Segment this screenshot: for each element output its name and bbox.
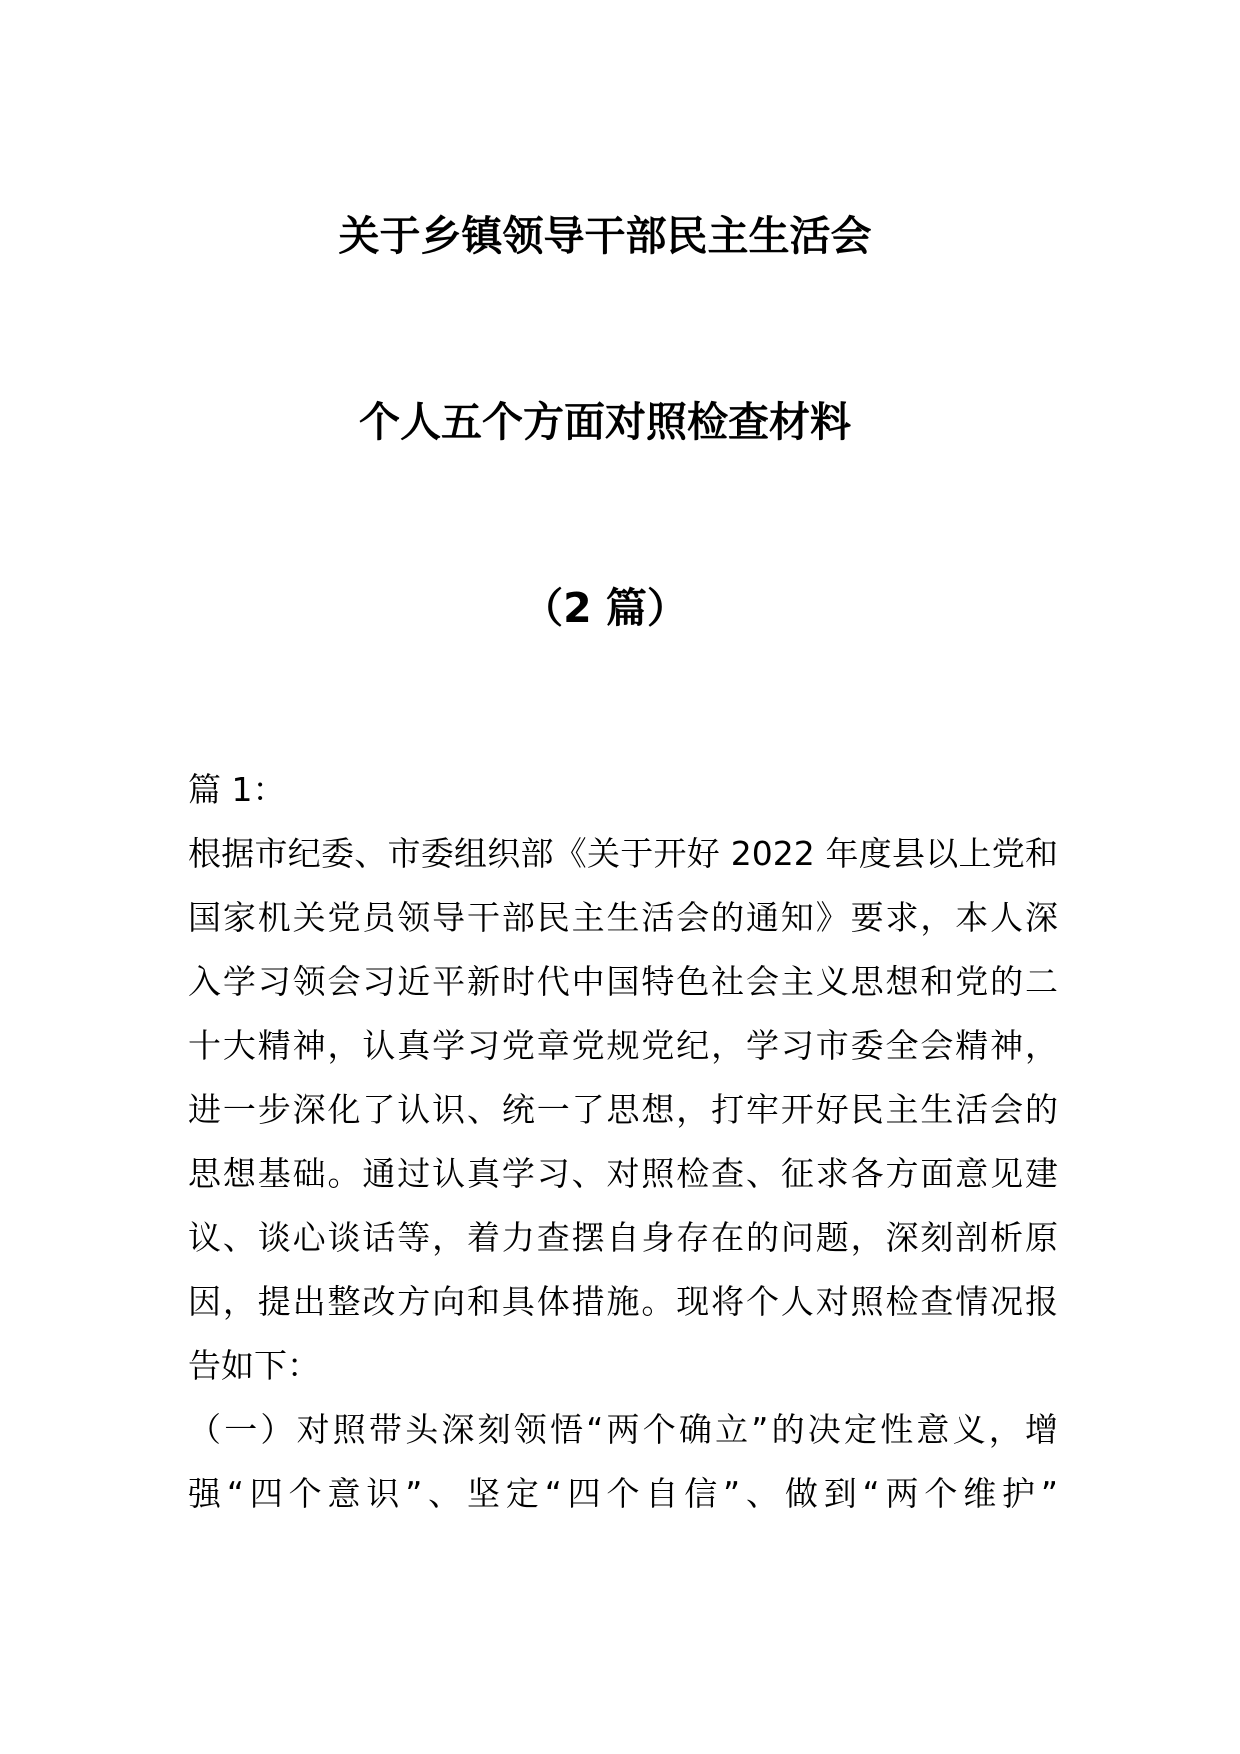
body-line: 国家机关党员领导干部民主生活会的通知》要求，本人深: [188, 898, 1058, 937]
body-line: 因，提出整改方向和具体措施。现将个人对照检查情况报: [188, 1282, 1058, 1321]
document-title-count: （2 篇）: [522, 584, 688, 632]
body-line: 强“四个意识”、坚定“四个自信”、做到“两个维护”: [188, 1474, 1058, 1513]
body-line: 议、谈心谈话等，着力查摆自身存在的问题，深刻剖析原: [188, 1218, 1058, 1257]
body-line: 入学习领会习近平新时代中国特色社会主义思想和党的二: [188, 962, 1058, 1001]
document-title-line-2: 个人五个方面对照检查材料: [359, 398, 851, 446]
document-body: [188, 758, 1058, 1526]
section-heading: 篇 1：: [188, 770, 286, 809]
body-line: 进一步深化了认识、统一了思想，打牢开好民主生活会的: [188, 1090, 1058, 1129]
body-line: 根据市纪委、市委组织部《关于开好 2022 年度县以上党和: [188, 834, 1058, 873]
body-line: 十大精神，认真学习党章党规党纪，学习市委全会精神，: [188, 1026, 1058, 1065]
document-title-line-1: 关于乡镇领导干部民主生活会: [338, 212, 872, 260]
body-line: （一）对照带头深刻领悟“两个确立”的决定性意义，增: [188, 1410, 1058, 1449]
body-line: 告如下：: [188, 1346, 320, 1385]
body-line: 思想基础。通过认真学习、对照检查、征求各方面意见建: [188, 1154, 1058, 1193]
